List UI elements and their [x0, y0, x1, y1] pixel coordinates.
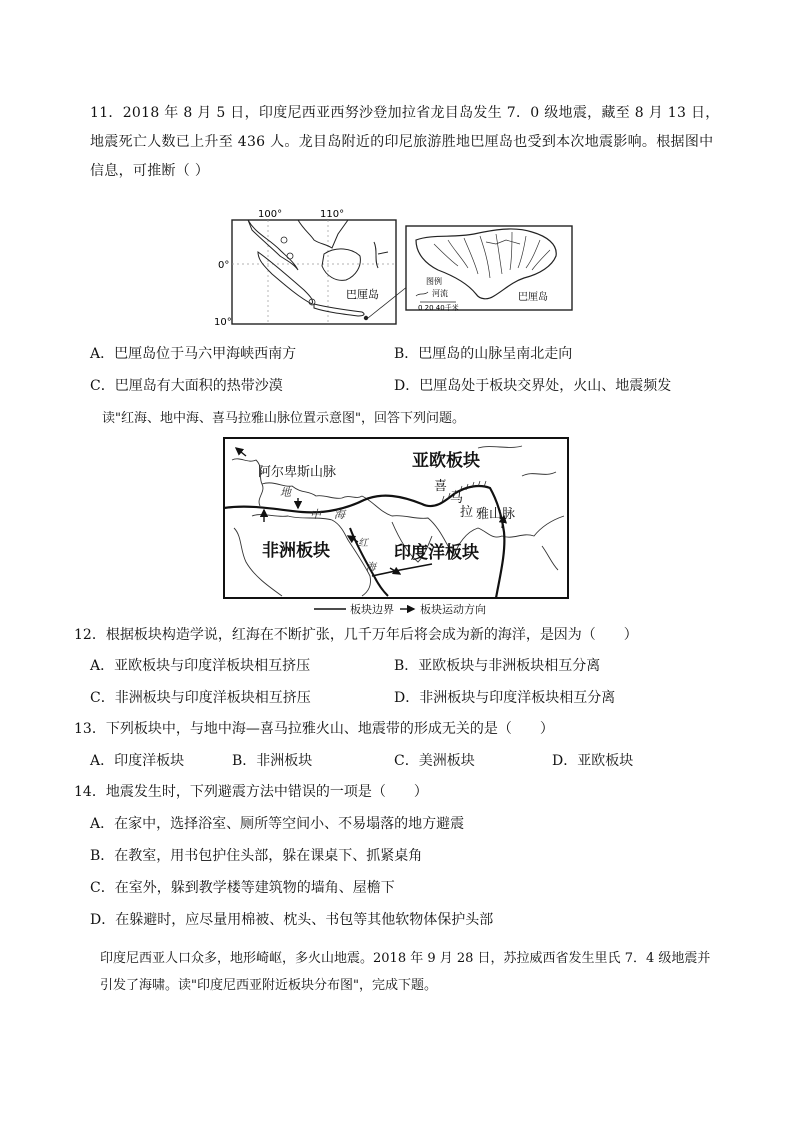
- q11-option-a: A．巴厘岛位于马六甲海峡西南方: [90, 346, 297, 362]
- q11-option-b: B．巴厘岛的山脉呈南北走向: [394, 346, 573, 362]
- bali-label-main: 巴厘岛: [346, 288, 379, 301]
- question-13-text: 13．下列板块中，与地中海—喜马拉雅火山、地震带的形成无关的是（ ）: [74, 721, 554, 737]
- q11-option-d: D．巴厘岛处于板块交界处，火山、地震频发: [394, 378, 672, 394]
- plates-map-figure: [222, 436, 572, 618]
- lat-label-0: 0°: [218, 260, 230, 271]
- question-11-text: 11．2018 年 8 月 5 日，印度尼西亚西努沙登加拉省龙目岛发生 7．0 级地震，藏至 8 月 13 日，地震死亡人数已上升至 436 人。龙目岛附近的印尼旅游胜地巴厘岛也受到本次地震影响。根据图中信息，可推断（ ）: [90, 105, 720, 179]
- q14-option-b: B．在教室，用书包护住头部，躲在课桌下、抓紧桌角: [90, 848, 423, 864]
- label-med-2: 中: [310, 508, 321, 521]
- label-indian-plate: 印度洋板块: [394, 543, 479, 563]
- question-14-text: 14．地震发生时，下列避震方法中错误的一项是（ ）: [74, 784, 428, 800]
- q14-option-c: C．在室外，躲到教学楼等建筑物的墙角、屋檐下: [90, 880, 395, 896]
- lon-label-100: 100°: [258, 209, 283, 220]
- indonesia-map-figure: [214, 204, 608, 330]
- legend-title: 图例: [426, 277, 442, 286]
- q13-option-b: B．非洲板块: [232, 753, 313, 769]
- indonesia-map: [214, 204, 608, 330]
- lat-label-10: 10°: [214, 317, 232, 328]
- q14-option-d: D．在躲避时，应尽量用棉被、枕头、书包等其他软物体保护头部: [90, 912, 494, 928]
- q11-option-c: C．巴厘岛有大面积的热带沙漠: [90, 378, 283, 394]
- q12-option-b: B．亚欧板块与非洲板块相互分离: [394, 658, 601, 674]
- label-red-2: 海: [366, 562, 376, 573]
- label-hima-2: 马: [450, 491, 464, 506]
- intro-red-sea-map: 读"红海、地中海、喜马拉雅山脉位置示意图"，回答下列问题。: [102, 411, 465, 426]
- label-african-plate: 非洲板块: [262, 541, 330, 561]
- legend-river-label: 河流: [432, 289, 448, 298]
- q12-option-a: A．亚欧板块与印度洋板块相互挤压: [90, 658, 311, 674]
- q13-option-a: A．印度洋板块: [90, 753, 185, 769]
- q12-option-d: D．非洲板块与印度洋板块相互分离: [394, 690, 616, 706]
- label-eurasian-plate: 亚欧板块: [412, 451, 480, 471]
- legend-direction-label: 板块运动方向: [420, 603, 486, 616]
- label-med-1: 地: [280, 486, 291, 499]
- q12-option-c: C．非洲板块与印度洋板块相互挤压: [90, 690, 311, 706]
- intro-indonesia-plates: 印度尼西亚人口众多，地形崎岖，多火山地震。2018 年 9 月 28 日，苏拉威西省发生里氏 7．4 级地震并引发了海啸。读"印度尼西亚附近板块分布图"，完成下题。: [100, 951, 711, 993]
- label-red-1: 红: [358, 538, 368, 549]
- q14-option-a: A．在家中，选择浴室、厕所等空间小、不易塌落的地方避震: [90, 816, 465, 832]
- label-alps: 阿尔卑斯山脉: [258, 465, 337, 480]
- label-hima-4: 雅山脉: [476, 507, 516, 522]
- question-12-text: 12．根据板块构造学说，红海在不断扩张，几千万年后将会成为新的海洋，是因为（ ）: [74, 627, 638, 643]
- label-hima-3: 拉: [460, 505, 474, 520]
- legend-boundary-label: 板块边界: [350, 603, 394, 616]
- q13-option-c: C．美洲板块: [394, 753, 475, 769]
- label-hima-1: 喜: [434, 479, 448, 494]
- bali-label-inset: 巴厘岛: [518, 292, 548, 303]
- q13-option-d: D．亚欧板块: [552, 753, 634, 769]
- plates-map: [222, 436, 572, 618]
- label-med-3: 海: [334, 508, 345, 521]
- lon-label-110: 110°: [320, 209, 345, 220]
- scale-bar-label: 0 20 40千米: [418, 304, 459, 312]
